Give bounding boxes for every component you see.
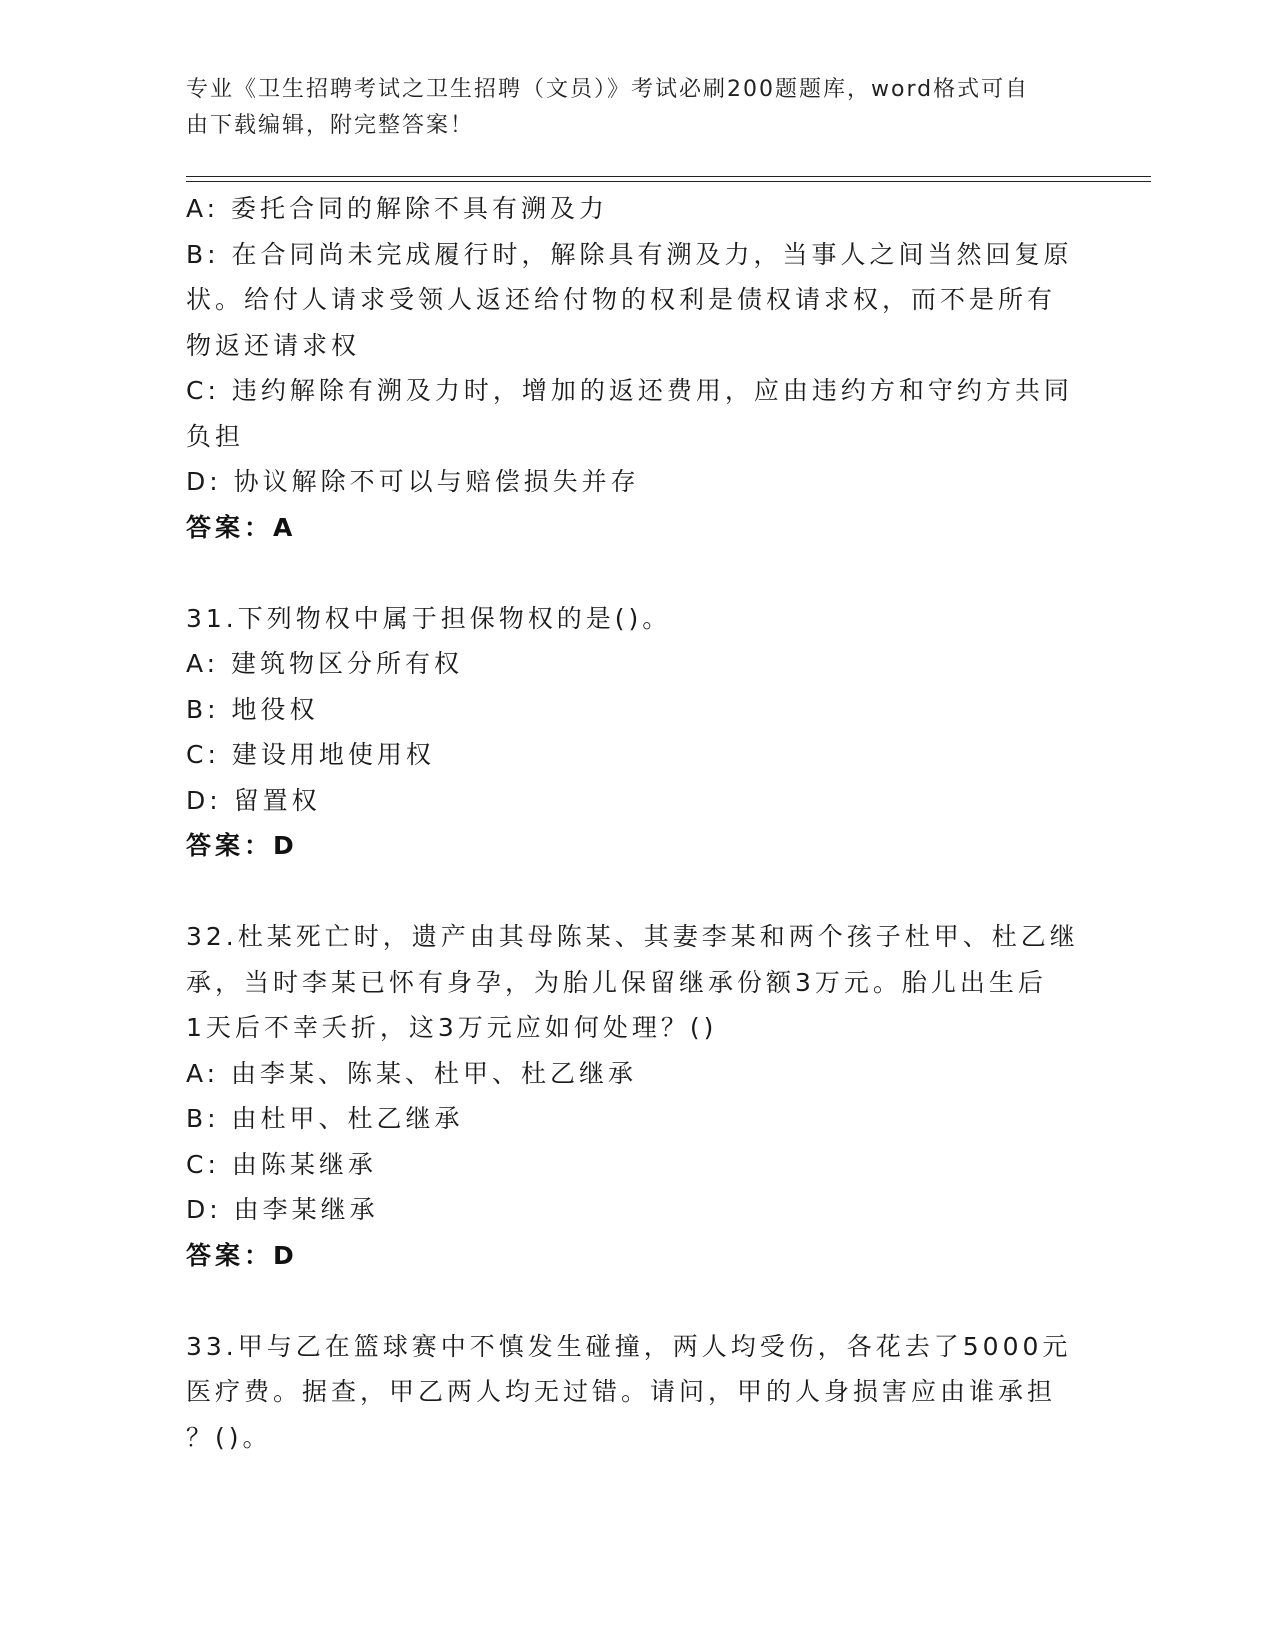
question-32	[186, 914, 1086, 1278]
option-line: 物返还请求权	[186, 330, 361, 360]
question-33	[186, 1324, 1086, 1461]
option-c: C: 由陈某继承	[186, 1149, 377, 1179]
question-stem: 承，当时李某已怀有身孕，为胎儿保留继承份额3万元。胎儿出生后	[186, 967, 1047, 997]
option-c	[186, 368, 1086, 459]
question-stem: 32.杜某死亡时，遗产由其母陈某、其妻李某和两个孩子杜甲、杜乙继	[186, 922, 1079, 951]
option-b: B: 由杜甲、杜乙继承	[186, 1104, 464, 1133]
question-stem: ？()。	[186, 1422, 272, 1452]
answer-label: 答案：D	[186, 1240, 298, 1270]
question-stem: 1天后不幸夭折，这3万元应如何处理？()	[186, 1013, 718, 1042]
option-b	[186, 232, 1086, 369]
header-divider-top	[186, 176, 1151, 177]
option-d	[186, 459, 1086, 505]
question-31	[186, 596, 1086, 869]
spacer	[186, 869, 1086, 915]
document-header	[186, 72, 1066, 144]
option-line: A: 委托合同的解除不具有溯及力	[186, 194, 609, 223]
option-b: B: 地役权	[186, 694, 319, 724]
header-title-line-2: 由下载编辑，附完整答案！	[186, 113, 475, 138]
question-stem: 31.下列物权中属于担保物权的是()。	[186, 603, 672, 633]
option-line: 负担	[186, 421, 245, 451]
option-a	[186, 186, 1086, 232]
answer-label: 答案：A	[186, 512, 297, 542]
answer-label: 答案：D	[186, 831, 298, 860]
option-d: D: 留置权	[186, 785, 321, 815]
question-content	[186, 186, 1086, 1460]
question-stem: 33.甲与乙在篮球赛中不慎发生碰撞，两人均受伤，各花去了5000元	[186, 1331, 1072, 1361]
spacer	[186, 550, 1086, 596]
option-line: D: 协议解除不可以与赔偿损失并存	[186, 467, 640, 496]
prev-question	[186, 186, 1086, 550]
header-title-line-1: 专业《卫生招聘考试之卫生招聘（文员）》考试必刷200题题库，word格式可自	[186, 77, 1030, 102]
spacer	[186, 1278, 1086, 1324]
option-line: 状。给付人请求受领人返还给付物的权利是债权请求权，而不是所有	[186, 285, 1057, 314]
option-line: B: 在合同尚未完成履行时，解除具有溯及力，当事人之间当然回复原	[186, 239, 1073, 269]
header-divider-bottom	[186, 181, 1151, 182]
option-c: C: 建设用地使用权	[186, 740, 435, 769]
option-line: C: 违约解除有溯及力时，增加的返还费用，应由违约方和守约方共同	[186, 376, 1073, 405]
option-a: A: 由李某、陈某、杜甲、杜乙继承	[186, 1058, 638, 1088]
option-d: D: 由李某继承	[186, 1195, 379, 1224]
question-stem: 医疗费。据查，甲乙两人均无过错。请问，甲的人身损害应由谁承担	[186, 1377, 1057, 1406]
option-a: A: 建筑物区分所有权	[186, 649, 464, 678]
